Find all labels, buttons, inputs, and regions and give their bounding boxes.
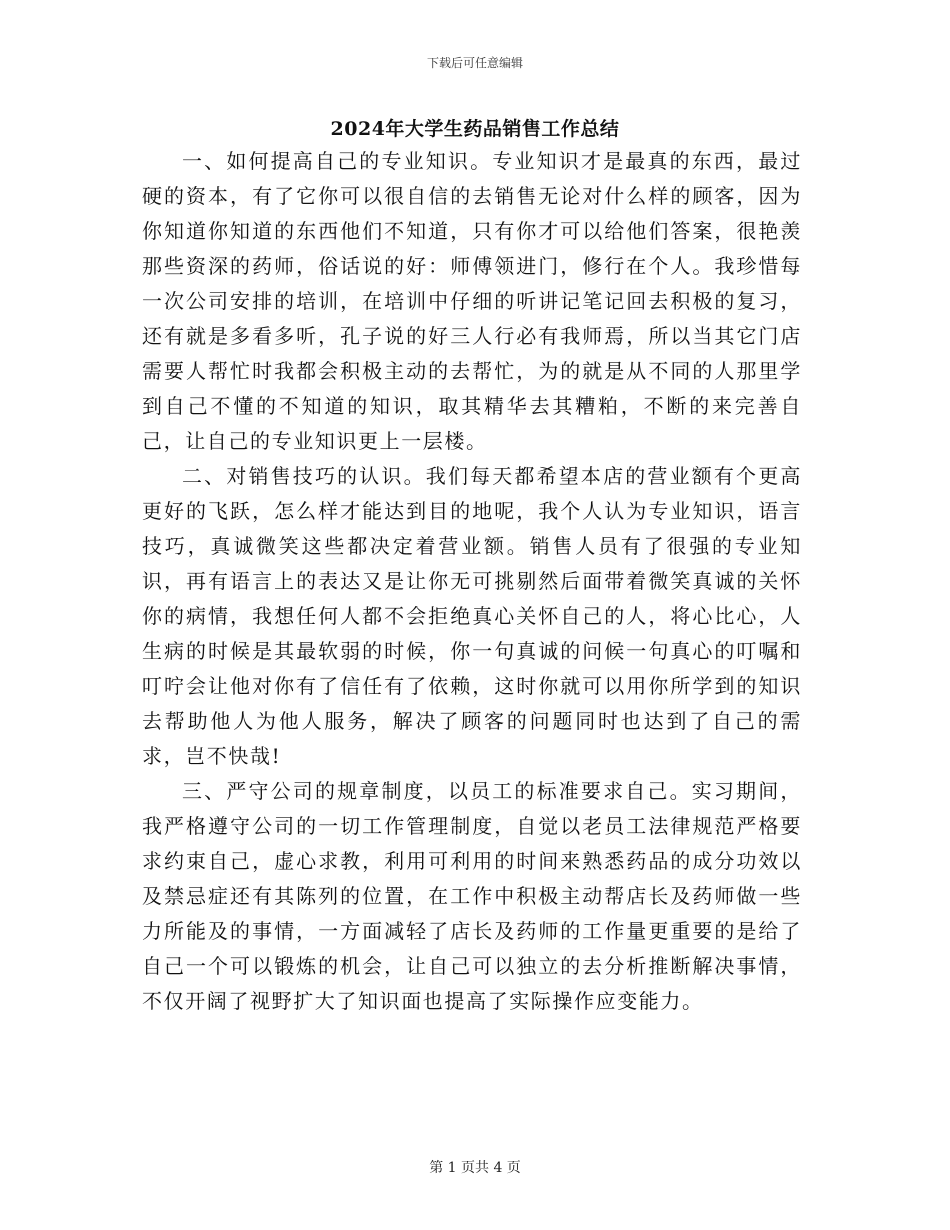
- page-number: 第 1 页共 4 页: [429, 1160, 521, 1176]
- document-body: [142, 144, 802, 1019]
- paragraph-3: 三、严守公司的规章制度，以员工的标准要求自己。实习期间，我严格遵守公司的一切工作管理制度，自觉以老员工法律规范严格要求约束自己，虚心求教，利用可利用的时间来熟悉药品的成分功效以及禁忌症还有其陈列的位置，在工作中积极主动帮店长及药师做一些力所能及的事情，一方面减轻了店长及药师的工作量更重要的是给了自己一个可以锻炼的机会，让自己可以独立的去分析推断解决事情，不仅开阔了视野扩大了知识面也提高了实际操作应变能力。: [142, 779, 802, 1013]
- paragraph-1: 一、如何提高自己的专业知识。专业知识才是最真的东西，最过硬的资本，有了它你可以很自信的去销售无论对什么样的顾客，因为你知道你知道的东西他们不知道，只有你才可以给他们答案，很艳羡那些资深的药师，俗话说的好：师傅领进门，修行在个人。我珍惜每一次公司安排的培训，在培训中仔细的听讲记笔记回去积极的复习，还有就是多看多听，孔子说的好三人行必有我师焉，所以当其它门店需要人帮忙时我都会积极主动的去帮忙，为的就是从不同的人那里学到自己不懂的不知道的知识，取其精华去其糟粕，不断的来完善自己，让自己的专业知识更上一层楼。: [142, 149, 802, 453]
- document-title: 2024年大学生药品销售工作总结: [330, 118, 620, 140]
- header-note: 下载后可任意编辑: [426, 56, 523, 70]
- paragraph-2: 二、对销售技巧的认识。我们每天都希望本店的营业额有个更高更好的飞跃，怎么样才能达到目的地呢，我个人认为专业知识，语言技巧，真诚微笑这些都决定着营业额。销售人员有了很强的专业知识，再有语言上的表达又是让你无可挑剔然后面带着微笑真诚的关怀你的病情，我想任何人都不会拒绝真心关怀自己的人，将心比心，人生病的时候是其最软弱的时候，你一句真诚的问候一句真心的叮嘱和叮咛会让他对你有了信任有了依赖，这时你就可以用你所学到的知识去帮助他人为他人服务，解决了顾客的问题同时也达到了自己的需求，岂不快哉!: [142, 464, 802, 768]
